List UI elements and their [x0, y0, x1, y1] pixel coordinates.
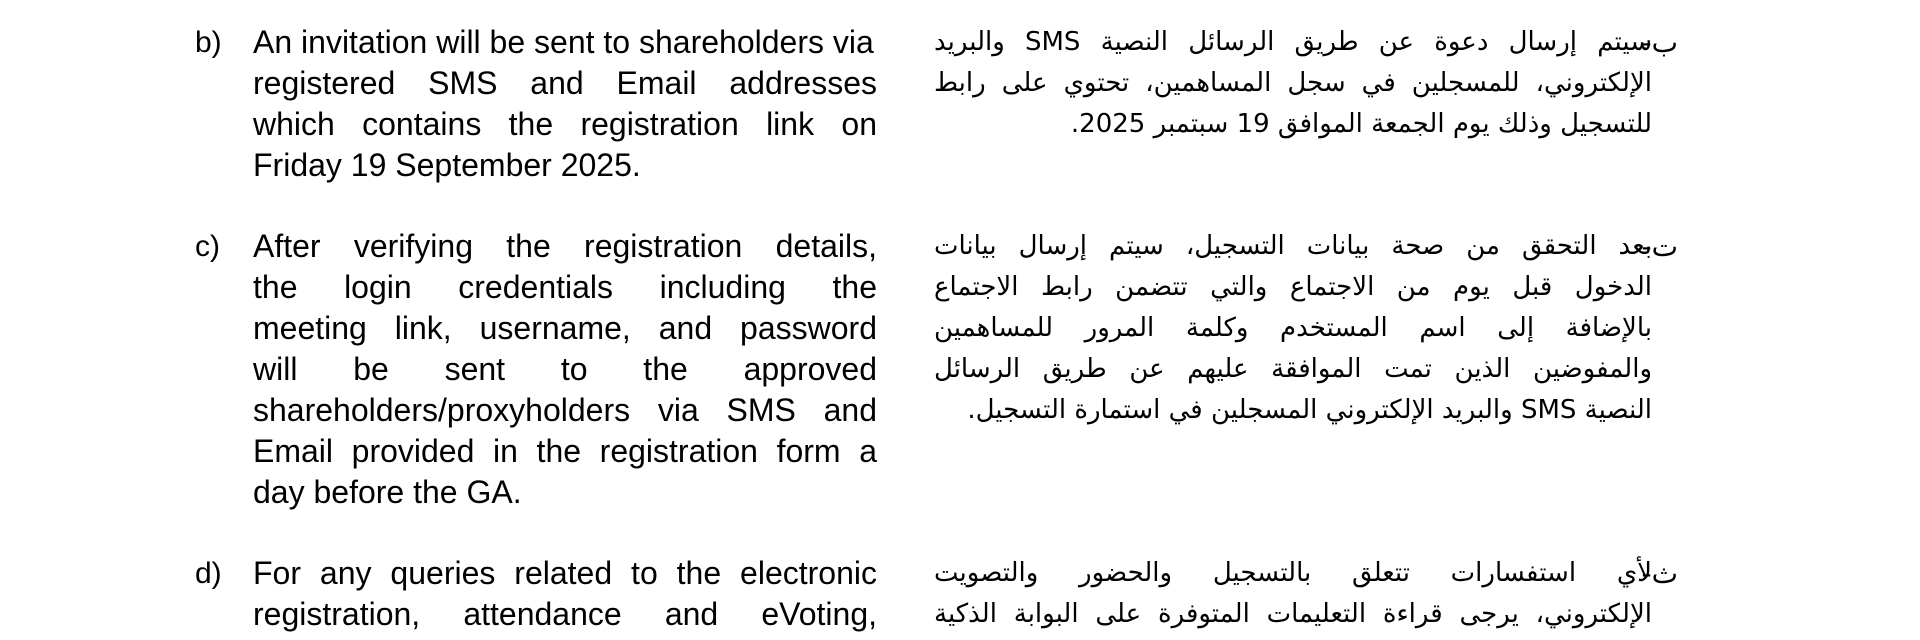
text-line: الدخول قبل يوم من الاجتماع والتي تتضمن رابط الاجتماع — [934, 272, 1652, 302]
item-text-ar — [934, 22, 1652, 145]
text-line: الإلكتروني، يرجى قراءة التعليمات المتوفرة على البوابة الذكية — [934, 599, 1652, 629]
item-text-en — [253, 22, 877, 186]
item-marker-ar: ث- — [1641, 557, 1678, 590]
text-line: سيتم إرسال دعوة عن طريق الرسائل النصية SMS والبريد — [934, 27, 1652, 57]
item-marker-en: c) — [195, 230, 220, 263]
text-line: registration, attendance and eVoting, — [253, 596, 877, 632]
item-text-en — [253, 553, 877, 635]
text-line: للتسجيل وذلك يوم الجمعة الموافق 19 سبتمبر 2025. — [1070, 109, 1652, 139]
text-line: Friday 19 September 2025. — [253, 147, 641, 183]
text-line: An invitation will be sent to shareholders via — [253, 24, 874, 60]
text-line: the login credentials including the — [253, 269, 877, 305]
text-line: registered SMS and Email addresses — [253, 65, 877, 101]
item-text-ar — [934, 553, 1652, 635]
text-line: After verifying the registration details, — [253, 228, 877, 264]
text-line: shareholders/proxyholders via SMS and — [253, 392, 877, 428]
text-line: For any queries related to the electronic — [253, 555, 877, 591]
item-text-en — [253, 226, 877, 513]
text-line: Email provided in the registration form a — [253, 433, 877, 469]
text-line: بعد التحقق من صحة بيانات التسجيل، سيتم إرسال بيانات — [934, 231, 1652, 261]
text-line: لأي استفسارات تتعلق بالتسجيل والحضور والتصويت — [934, 558, 1652, 588]
text-line: which contains the registration link on — [253, 106, 877, 142]
text-line: will be sent to the approved — [253, 351, 877, 387]
item-marker-en: d) — [195, 557, 222, 590]
text-line: الإلكتروني، للمسجلين في سجل المساهمين، تحتوي على رابط — [934, 68, 1652, 98]
text-line: النصية SMS والبريد الإلكتروني المسجلين في استمارة التسجيل. — [967, 395, 1652, 425]
text-line: بالإضافة إلى اسم المستخدم وكلمة المرور للمساهمين — [934, 313, 1652, 343]
text-line: meeting link, username, and password — [253, 310, 877, 346]
item-text-ar — [934, 226, 1652, 431]
item-marker-ar: ت- — [1641, 230, 1678, 263]
item-marker-ar: ب- — [1641, 26, 1678, 59]
text-line: والمفوضين الذين تمت الموافقة عليهم عن طريق الرسائل — [934, 354, 1652, 384]
item-marker-en: b) — [195, 26, 222, 59]
text-line: day before the GA. — [253, 474, 522, 510]
